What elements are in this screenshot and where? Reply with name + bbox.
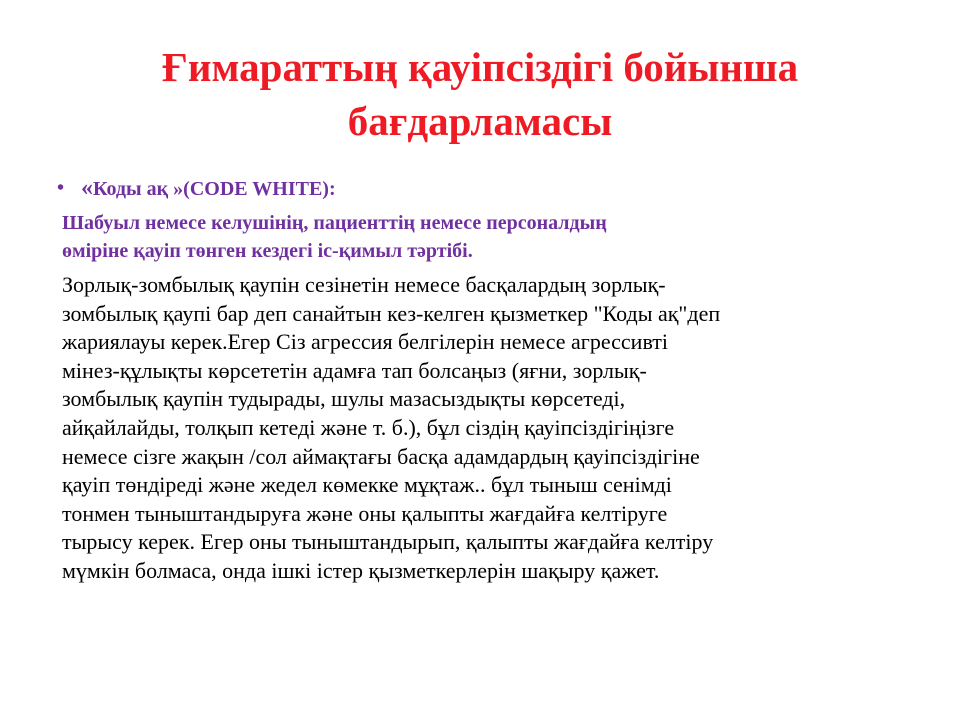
- slide-title: [40, 40, 920, 148]
- bullet-label-text: Коды ақ »(CODE WHITE):: [93, 178, 336, 200]
- body-line: зомбылық қаупі бар деп санайтын кез-келген қызметкер "Коды ақ"деп: [62, 300, 721, 326]
- bullet-open-quote: «: [81, 175, 93, 201]
- subtitle-line-1: Шабуыл немесе келушінің, пациенттің немесе персоналдың: [62, 212, 607, 234]
- title-line-2: бағдарламасы: [347, 98, 613, 144]
- body-line: қауіп төндіреді және жедел көмекке мұқтаж.. бұл тыныш сенімді: [62, 472, 672, 498]
- bullet-item: [57, 173, 912, 203]
- title-line-1: Ғимараттың қауіпсіздігі бойынша: [161, 44, 799, 90]
- subtitle-line-2: өміріне қауіп төнген кездегі іс-қимыл тәртібі.: [62, 240, 473, 262]
- body-paragraph: [62, 271, 912, 586]
- bullet-label: [81, 173, 336, 204]
- body-line: Зорлық-зомбылық қаупін сезінетін немесе басқалардың зорлық-: [62, 272, 666, 297]
- bullet-dot-icon: •: [57, 177, 65, 199]
- subtitle: [62, 209, 912, 265]
- body-line: айқайлайды, толқып кетеді және т. б.), бұл сіздің қауіпсіздігіңізге: [62, 414, 675, 440]
- body-line: тонмен тыныштандыруға және оны қалыпты жағдайға келтіруге: [62, 500, 668, 526]
- body-line: жариялауы керек.Егер Сіз агрессия белгілерін немесе агрессивті: [62, 329, 669, 355]
- body-line: немесе сізге жақын /сол аймақтағы басқа адамдардың қауіпсіздігіне: [62, 443, 700, 469]
- body-line: зомбылық қаупін тудырады, шулы мазасыздықты көрсетеді,: [62, 386, 626, 412]
- slide-content: [57, 173, 912, 586]
- body-line: тырысу керек. Егер оны тыныштандырып, қалыпты жағдайға келтіру: [62, 529, 714, 555]
- body-line: мінез-құлықты көрсететін адамға тап болсаңыз (яғни, зорлық-: [62, 357, 647, 383]
- body-line: мүмкін болмаса, онда ішкі істер қызметкерлерін шақыру қажет.: [62, 557, 660, 583]
